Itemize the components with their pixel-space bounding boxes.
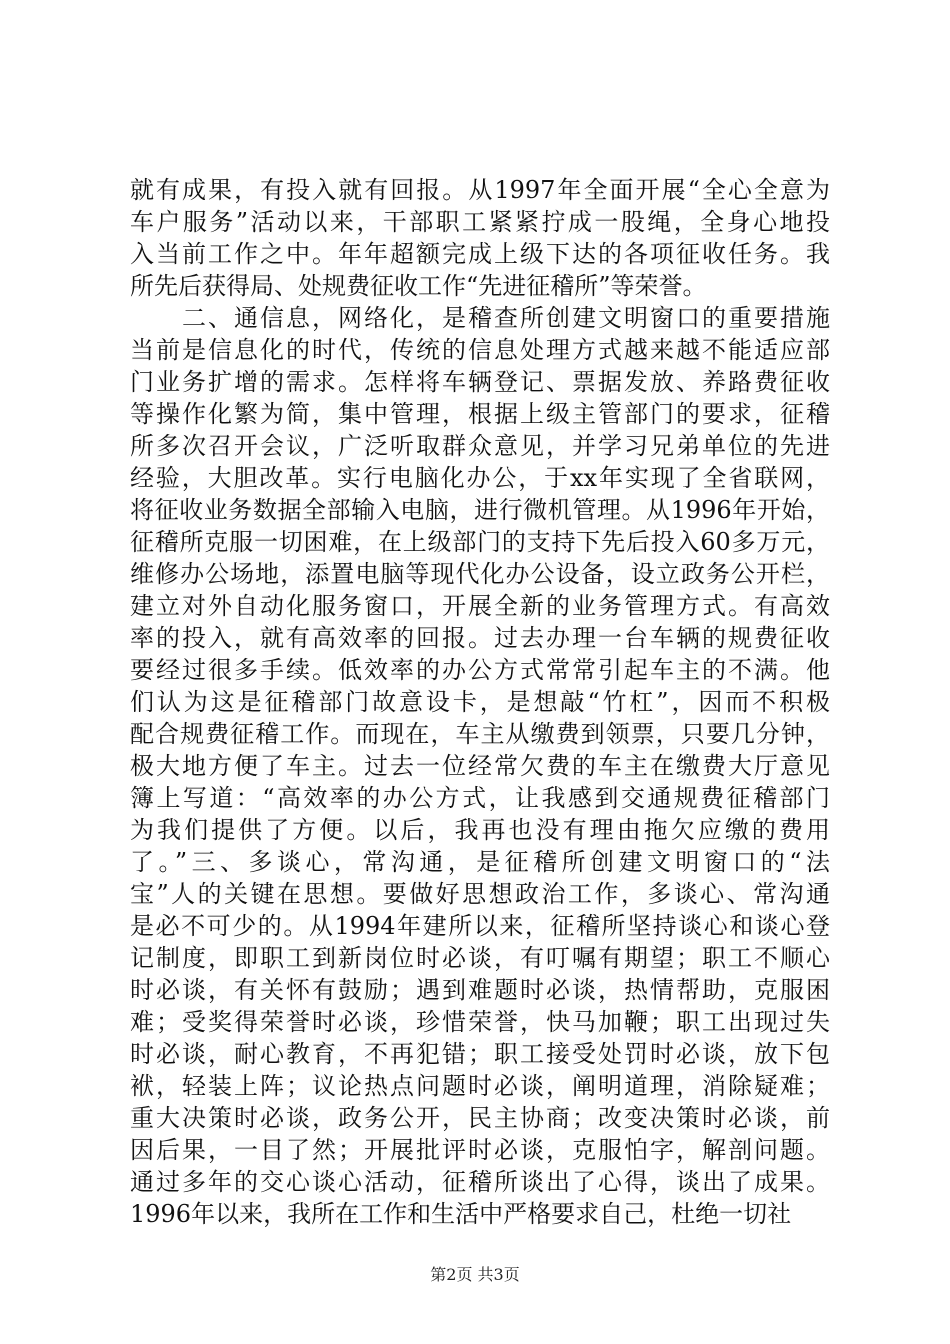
body-text-line: 时必谈，耐心教育，不再犯错；职工接受处罚时必谈，放下包 [130,1040,830,1068]
body-text-line: 时必谈，有关怀有鼓励；遇到难题时必谈，热情帮助，克服困 [130,976,830,1004]
body-text-line: 入当前工作之中。年年超额完成上级下达的各项征收任务。我 [130,240,830,268]
body-text-line: 所先后获得局、处规费征收工作“先进征稽所”等荣誉。 [130,272,707,300]
page-footer: 第2页 共3页 [430,1265,520,1284]
body-text-line: 门业务扩增的需求。怎样将车辆登记、票据发放、养路费征收 [130,368,830,396]
body-text-line: 建立对外自动化服务窗口，开展全新的业务管理方式。有高效 [130,592,830,620]
body-text-line: 征稽所克服一切困难，在上级部门的支持下先后投入60多万元， [130,528,830,556]
body-text-line: 宝”人的关键在思想。要做好思想政治工作，多谈心、常沟通 [130,880,830,908]
body-text-line: 记制度，即职工到新岗位时必谈，有叮嘱有期望；职工不顺心 [130,944,830,972]
body-text-line: 通过多年的交心谈心活动，征稽所谈出了心得，谈出了成果。 [130,1168,830,1196]
body-text-line: 所多次召开会议，广泛听取群众意见，并学习兄弟单位的先进 [130,432,830,460]
body-text-line: 配合规费征稽工作。而现在，车主从缴费到领票，只要几分钟， [130,720,830,748]
body-text-line: 1996年以来，我所在工作和生活中严格要求自己，杜绝一切社 [130,1200,792,1228]
body-text-line: 当前是信息化的时代，传统的信息处理方式越来越不能适应部 [130,336,830,364]
body-text-line: 了。”三、多谈心，常沟通，是征稽所创建文明窗口的“法 [130,848,830,876]
body-text-line: 因后果，一目了然；开展批评时必谈，克服怕字，解剖问题。 [130,1136,830,1164]
body-text-line: 将征收业务数据全部输入电脑，进行微机管理。从1996年开始， [130,496,830,524]
body-text-line: 等操作化繁为简，集中管理，根据上级主管部门的要求，征稽 [130,400,830,428]
body-text-line: 是必不可少的。从1994年建所以来，征稽所坚持谈心和谈心登 [130,912,830,940]
body-text-line: 重大决策时必谈，政务公开，民主协商；改变决策时必谈，前 [130,1104,830,1132]
body-text-line: 车户服务”活动以来，干部职工紧紧拧成一股绳，全身心地投 [130,208,830,236]
body-text-line: 为我们提供了方便。以后，我再也没有理由拖欠应缴的费用 [130,816,830,844]
body-text-line: 袱，轻装上阵；议论热点问题时必谈，阐明道理，消除疑难； [130,1072,830,1100]
body-text-line: 难；受奖得荣誉时必谈，珍惜荣誉，快马加鞭；职工出现过失 [130,1008,830,1036]
body-text-line: 簿上写道：“高效率的办公方式，让我感到交通规费征稽部门 [130,784,830,812]
body-text-line: 极大地方便了车主。过去一位经常欠费的车主在缴费大厅意见 [130,752,830,780]
body-text-line: 维修办公场地，添置电脑等现代化办公设备，设立政务公开栏， [130,560,830,588]
body-text-line: 就有成果，有投入就有回报。从1997年全面开展“全心全意为 [130,176,830,204]
body-text-line: 们认为这是征稽部门故意设卡，是想敲“竹杠”，因而不积极 [130,688,830,716]
body-text-line: 二、通信息，网络化，是稽查所创建文明窗口的重要措施 [130,304,830,332]
body-text-line: 经验，大胆改革。实行电脑化办公，于xx年实现了全省联网， [130,464,830,492]
body-text-line: 要经过很多手续。低效率的办公方式常常引起车主的不满。他 [130,656,830,684]
body-text-line: 率的投入，就有高效率的回报。过去办理一台车辆的规费征收 [130,624,830,652]
document-body [130,174,830,1230]
